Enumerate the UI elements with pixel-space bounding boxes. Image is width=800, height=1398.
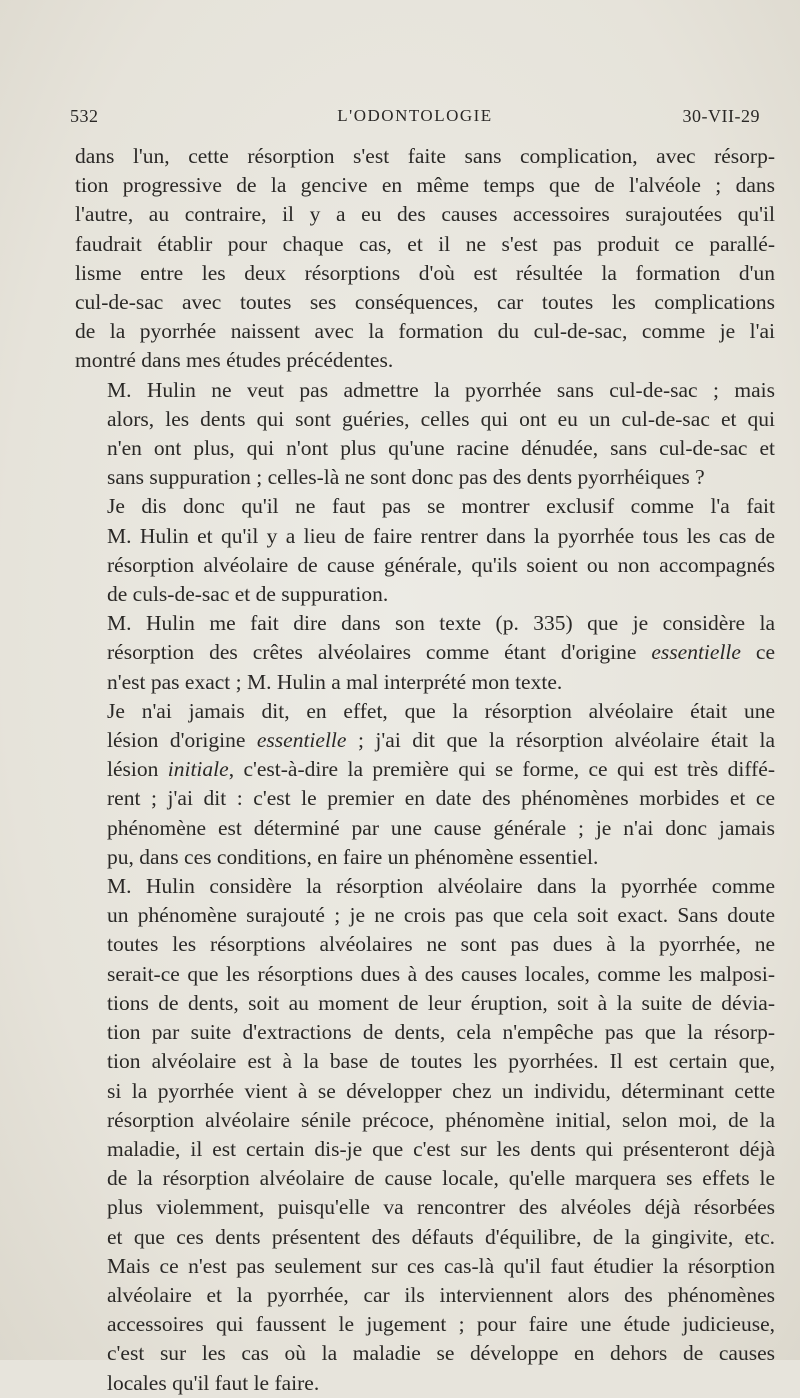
text-line: n'est pas exact ; M. Hulin a mal interprété mon texte. <box>107 669 563 694</box>
text-line: tion alvéolaire est à la base de toutes les pyorrhées. Il est certain que, <box>107 1049 775 1074</box>
text-line: résorption alvéolaire sénile précoce, phénomène initial, selon moi, de la <box>107 1107 775 1132</box>
text-line: de culs-de-sac et de suppuration. <box>107 582 389 607</box>
text-line: Je n'ai jamais dit, en effet, que la résorption alvéolaire était une <box>107 698 775 723</box>
text-line: rent ; j'ai dit : c'est le premier en date des phénomènes morbides et ce <box>107 786 775 811</box>
text-line: et que ces dents présentent des défauts d'équilibre, de la gingivite, etc. <box>107 1224 775 1249</box>
text-line: lésion initiale, c'est-à-dire la première qui se forme, ce qui est très diffé- <box>107 757 775 782</box>
text-line: montré dans mes études précédentes. <box>75 348 394 373</box>
text-line: sans suppuration ; celles-là ne sont donc pas des dents pyorrhéiques ? <box>107 465 705 490</box>
text-line: un phénomène surajouté ; je ne crois pas que cela soit exact. Sans doute <box>107 903 775 928</box>
text-line: locales qu'il faut le faire. <box>107 1370 320 1395</box>
text-line: plus violemment, puisqu'elle va rencontrer des alvéoles déjà résorbées <box>107 1195 775 1220</box>
text-line: c'est sur les cas où la maladie se développe en dehors de causes <box>107 1341 775 1366</box>
text-line: alvéolaire et la pyorrhée, car ils interviennent alors des phénomènes <box>107 1282 775 1307</box>
running-header <box>70 106 760 132</box>
page-number: 532 <box>70 106 99 126</box>
text-line: si la pyorrhée vient à se développer chez un individu, déterminant cette <box>107 1078 775 1103</box>
text-line: dans l'un, cette résorption s'est faite sans complication, avec résorp- <box>75 144 775 168</box>
text-line: alors, les dents qui sont guéries, celles qui ont eu un cul-de-sac et qui <box>107 406 775 431</box>
paragraph <box>75 142 775 376</box>
text-line: faudrait établir pour chaque cas, et il ne s'est pas produit ce parallé- <box>75 231 775 256</box>
text-line: M. Hulin ne veut pas admettre la pyorrhée sans cul-de-sac ; mais <box>107 377 775 402</box>
paragraph <box>75 872 775 1398</box>
text-line: cul-de-sac avec toutes ses conséquences, car toutes les complications <box>75 290 775 315</box>
paragraph <box>75 376 775 493</box>
paragraph <box>75 492 775 609</box>
text-line: résorption des crêtes alvéolaires comme étant d'origine essentielle ce <box>107 640 775 665</box>
text-line: tions de dents, soit au moment de leur éruption, soit à la suite de dévia- <box>107 990 775 1015</box>
text-line: maladie, il est certain dis-je que c'est sur les dents qui présenteront déjà <box>107 1136 775 1161</box>
text-line: pu, dans ces conditions, en faire un phénomène essentiel. <box>107 844 599 869</box>
text-line: l'autre, au contraire, il y a eu des causes accessoires surajoutées qu'il <box>75 202 775 227</box>
body-text <box>75 142 775 1398</box>
paragraph <box>75 697 775 872</box>
text-line: résorption alvéolaire de cause générale, qu'ils soient ou non accompagnés <box>107 552 775 577</box>
text-line: serait-ce que les résorptions dues à des causes locales, comme les malposi- <box>107 961 775 986</box>
text-line: de la pyorrhée naissent avec la formation du cul-de-sac, comme je l'ai <box>75 319 775 344</box>
text-line: tion progressive de la gencive en même temps que de l'alvéole ; dans <box>75 173 775 198</box>
text-line: M. Hulin considère la résorption alvéolaire dans la pyorrhée comme <box>107 874 775 899</box>
text-line: de la résorption alvéolaire de cause locale, qu'elle marquera ses effets le <box>107 1166 775 1191</box>
running-title: L'ODONTOLOGIE <box>337 106 493 125</box>
text-line: accessoires qui faussent le jugement ; pour faire une étude judicieuse, <box>107 1312 775 1337</box>
text-line: M. Hulin me fait dire dans son texte (p. 335) que je considère la <box>107 611 775 636</box>
text-line: M. Hulin et qu'il y a lieu de faire rentrer dans la pyorrhée tous les cas de <box>107 523 775 548</box>
text-line: lésion d'origine essentielle ; j'ai dit que la résorption alvéolaire était la <box>107 728 775 753</box>
issue-date: 30-VII-29 <box>682 106 760 126</box>
paragraph <box>75 609 775 697</box>
text-line: lisme entre les deux résorptions d'où est résultée la formation d'un <box>75 260 775 285</box>
text-line: tion par suite d'extractions de dents, cela n'empêche pas que la résorp- <box>107 1020 775 1045</box>
text-line: phénomène est déterminé par une cause générale ; je n'ai donc jamais <box>107 815 775 840</box>
text-line: Je dis donc qu'il ne faut pas se montrer exclusif comme l'a fait <box>107 494 775 519</box>
text-line: Mais ce n'est pas seulement sur ces cas-là qu'il faut étudier la résorption <box>107 1253 775 1278</box>
text-line: toutes les résorptions alvéolaires ne sont pas dues à la pyorrhée, ne <box>107 932 775 957</box>
text-line: n'en ont plus, qui n'ont plus qu'une racine dénudée, sans cul-de-sac et <box>107 436 775 461</box>
